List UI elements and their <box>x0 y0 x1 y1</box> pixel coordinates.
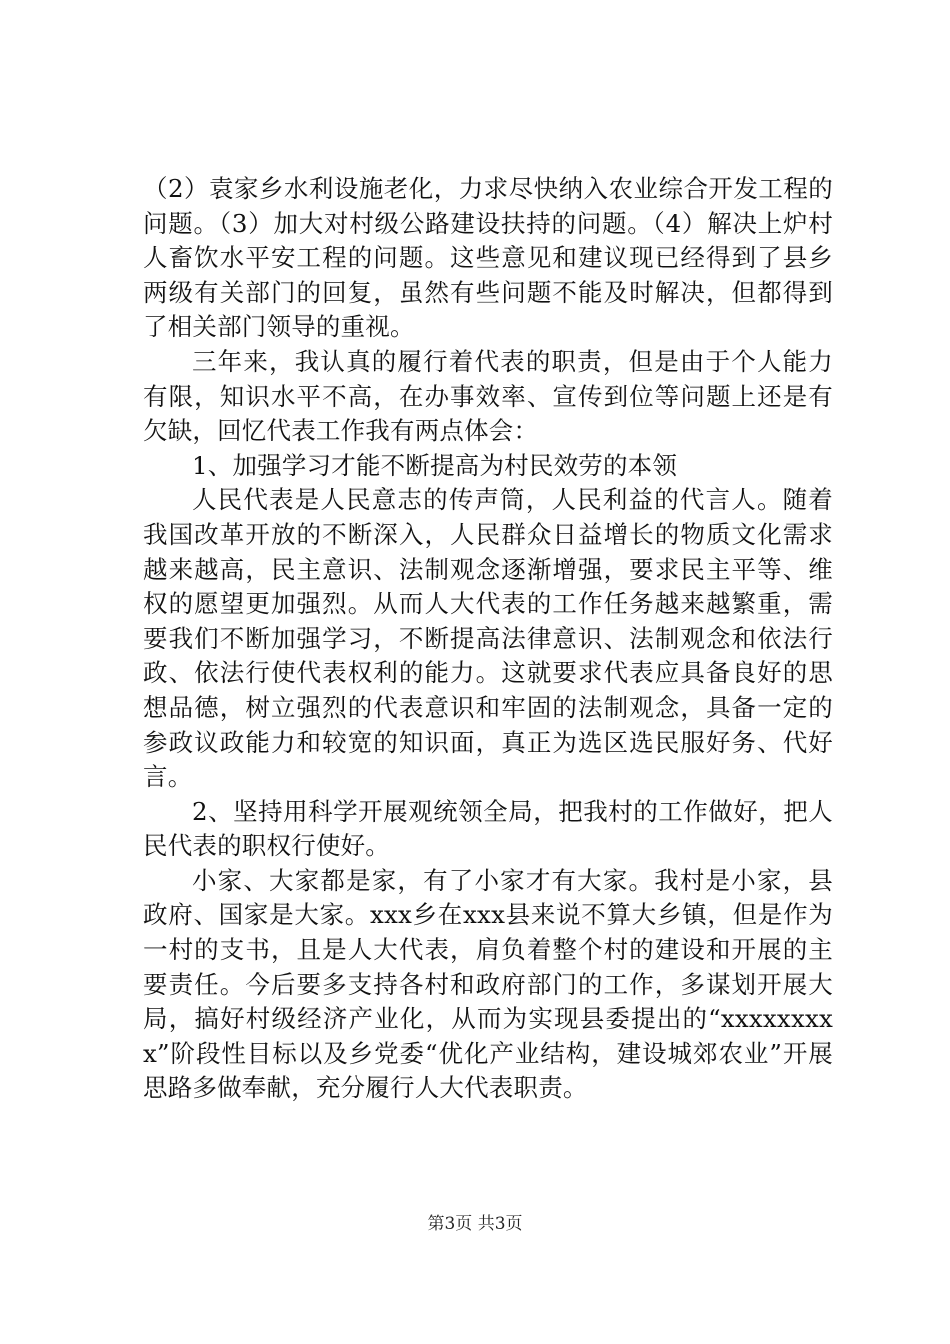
page-footer: 第3页 共3页 <box>427 1214 523 1234</box>
paragraph-three-years-reflection: 三年来，我认真的履行着代表的职责，但是由于个人能力有限，知识水平不高，在办事效率、宣传到位等问题上还是有欠缺，回忆代表工作我有两点体会： <box>143 346 833 446</box>
document-body <box>143 172 833 1106</box>
paragraph-continued-issues: （2）袁家乡水利设施老化，力求尽快纳入农业综合开发工程的问题。（3）加大对村级公路建设扶持的问题。（4）解决上炉村人畜饮水平安工程的问题。这些意见和建议现已经得到了县乡两级有关部门的回复，虽然有些问题不能及时解决，但都得到了相关部门领导的重视。 <box>143 174 833 342</box>
paragraph-small-big-family: 小家、大家都是家，有了小家才有大家。我村是小家，县政府、国家是大家。xxx乡在xxx县来说不算大乡镇，但是作为一村的支书，且是人大代表，肩负着整个村的建设和开展的主要责任。今后要多支持各村和政府部门的工作，多谋划开展大局，搞好村级经济产业化，从而为实现县委提出的“xxxxxxxxx”阶段性目标以及乡党委“优化产业结构，建设城郊农业”开展思路多做奉献，充分履行人大代表职责。 <box>143 865 833 1103</box>
paragraph-heading-point-1: 1、加强学习才能不断提高为村民效劳的本领 <box>192 450 678 480</box>
paragraph-heading-point-2: 2、坚持用科学开展观统领全局，把我村的工作做好，把人民代表的职权行使好。 <box>143 796 833 861</box>
paragraph-representative-role: 人民代表是人民意志的传声筒，人民利益的代言人。随着我国改革开放的不断深入，人民群众日益增长的物质文化需求越来越高，民主意识、法制观念逐渐增强，要求民主平等、维权的愿望更加强烈。从而人大代表的工作任务越来越繁重，需要我们不断加强学习，不断提高法律意识、法制观念和依法行政、依法行使代表权利的能力。这就要求代表应具备良好的思想品德，树立强烈的代表意识和牢固的法制观念，具备一定的参政议政能力和较宽的知识面，真正为选区选民服好务、代好言。 <box>143 485 833 792</box>
